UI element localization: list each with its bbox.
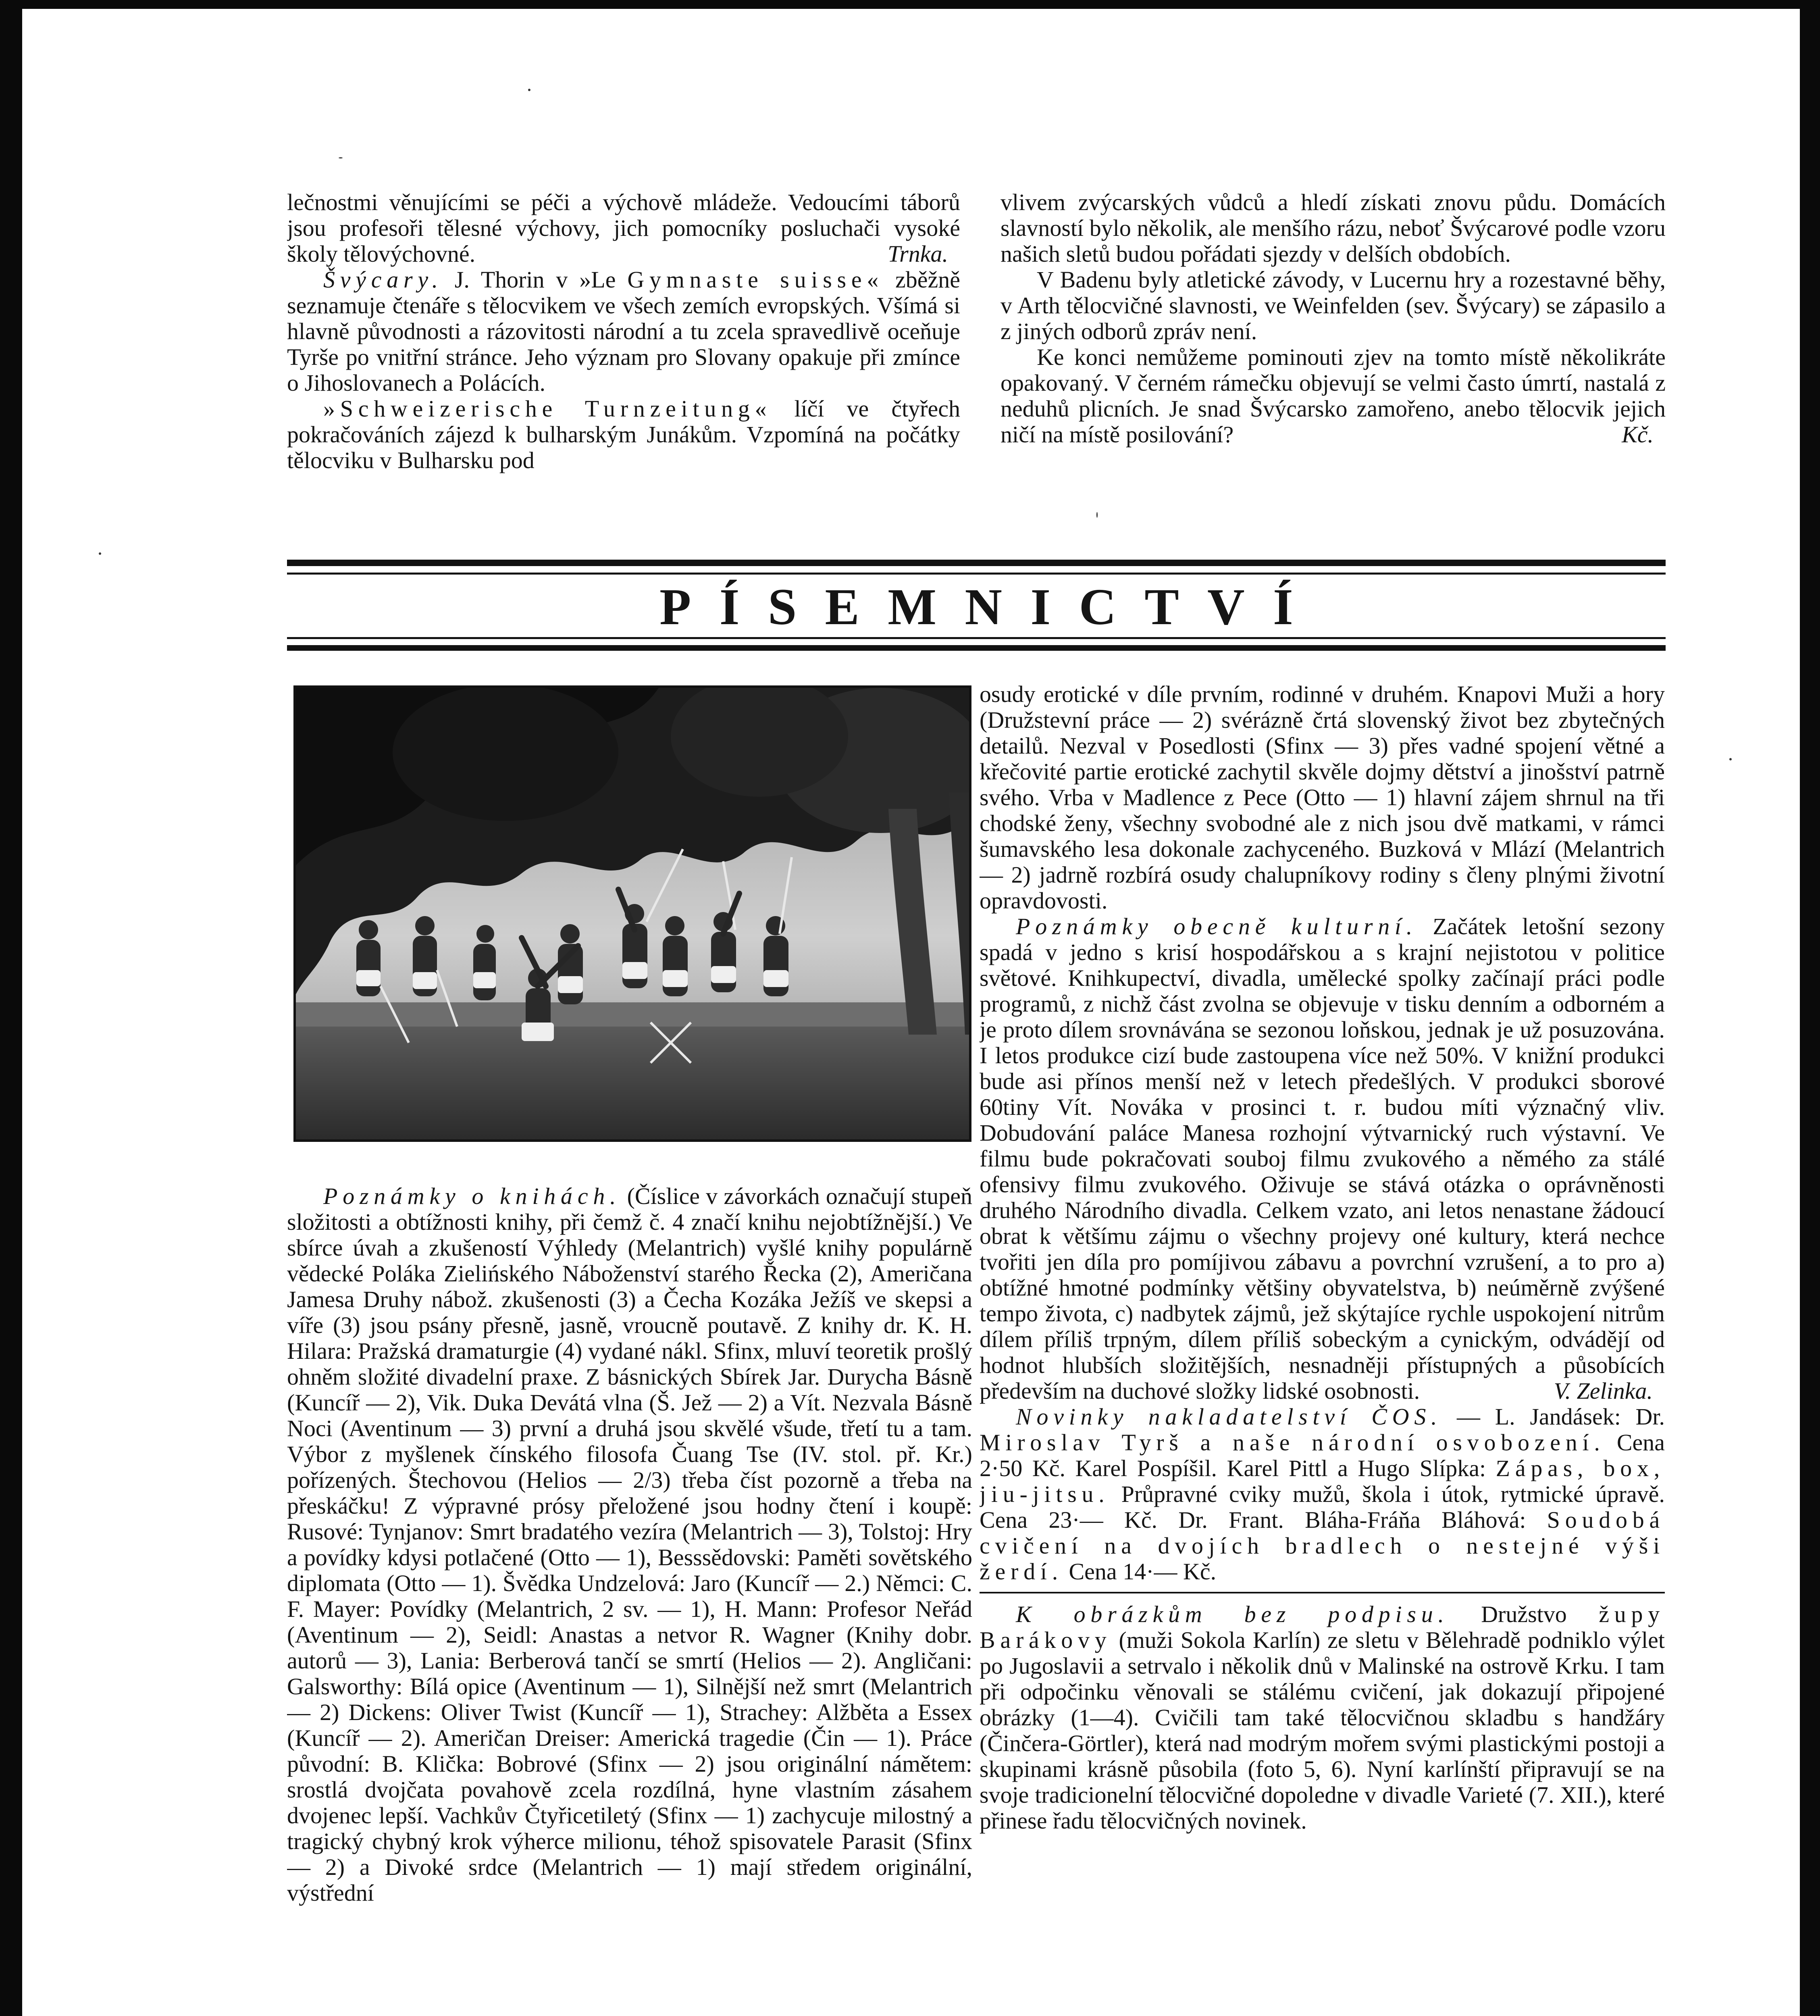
book-title: Soudobá cvičení na dvojích bradlech o nestejné výši žerdí. (980, 1507, 1665, 1585)
paragraph-text: Družstvo (1449, 1601, 1599, 1627)
paragraph-text: J. Thorin v »Le (443, 267, 628, 293)
article-paragraph (287, 1183, 972, 1906)
article-paragraph: V Badenu byly atletické závody, v Lucernu hry a rozestavné běhy, v Arth tělocvičné slavnosti, ve Weinfelden (sev. Švýcary) se zápasilo a z jiných odborů zpráv není. (1000, 267, 1666, 344)
paragraph-lead: Poznámky obecně kulturní. (1016, 913, 1418, 939)
article-paragraph (980, 1602, 1665, 1834)
paragraph-text: Cena 2·50 Kč. Karel Pospíšil. Karel Pittl a Hugo Slípka: (980, 1429, 1665, 1481)
author-signature: Kč. (1622, 421, 1654, 448)
article-paragraph: osudy erotické v díle prvním, rodinné v druhém. Knapovi Muži a hory (Družstevní práce — 2) svérázně črtá slovenský život bez zbytečných detailů. Nezval v Posedlosti (Sfinx — 3) přes vadné spojení větné a křečovité partie erotické zachytil skvěle dojmy dětství a jinošství patrně svého. Vrba v Madlence z Pece (Otto — 1) hlavní zájem shrnul na tři chodské ženy, všechny svobodné ale z nich jsou dvě matkami, v rámci šumavského lesa dokonale zachyceného. Buzková v Mlází (Melantrich — 2) jadrně rozbírá osudy chalupníkovy rodiny s členy plnými životní opravdovosti. (980, 681, 1665, 914)
paragraph-text: — L. Jandásek: Dr. (1442, 1404, 1665, 1430)
article-paragraph (287, 190, 960, 267)
paragraph-text: Ke konci nemůžeme pominouti zjev na tomto místě několikráte opakovaný. V černém rámečku objevují se velmi často úmrtí, nastalá z neduhů plicních. Je snad Švýcarsko zamořeno, anebo tělocvik jejich ničí na místě posilování? (1000, 344, 1666, 448)
photo-gymnasts-sabres (293, 685, 971, 1142)
bottom-left-column (287, 1183, 972, 2016)
section-rule-top-thin (287, 573, 1666, 575)
paragraph-lead: Švýcary. (323, 267, 443, 293)
section-title: PÍSEMNICTVÍ (659, 578, 1322, 635)
article-paragraph (980, 914, 1665, 1404)
paragraph-lead: K obrázkům bez podpisu. (1016, 1601, 1449, 1627)
paragraph-text: (muži Sokola Karlín) ze sletu v Bělehradě podniklo výlet po Jugoslavii a setrvalo i několik dnů v Malinské na ostrově Krku. I tam při odpočinku věnovali se stálému cvičení, jak dokazují připojené obrázky (1—4). Cvičili tam také tělocvičnou skladbu s handžáry (Činčera-Görtler), která nad modrým mořem svými plastickými postoji a skupinami krásně působila (foto 5, 6). Nyní karlínští připravují se na svoje tradicionelní tělocvičné dopoledne v divadle Varieté (7. XII.), které přinese řadu tělocvičných novinek. (980, 1627, 1665, 1834)
scan-border-right (1800, 0, 1820, 2016)
section-rule-bottom-thick (287, 645, 1666, 651)
bottom-right-column (980, 681, 1665, 2016)
paragraph-text: líčí ve čtyřech pokračováních zájezd k bulharským Junákům. Vzpomíná na počátky tělocviku v Bulharsku pod (287, 396, 960, 473)
paragraph-text: zběžně seznamuje čtenáře s tělocvikem ve všech zemích evropských. Všímá si hlavně původnosti a rázovitosti národní a tu zcela spravedlivě oceňuje Tyrše po vnitřní stránce. Jeho význam pro Slovany opakuje při zmínce o Jihoslovanech a Polácích. (287, 267, 960, 396)
paragraph-text: Průpravné cviky mužů, škola i útok, rytmické úpravě. Cena 23·— Kč. Dr. Frant. Bláha-Fráňa Bláhová: (980, 1481, 1665, 1533)
article-paragraph: vlivem zvýcarských vůdců a hledí získati znovu půdu. Domácích slavností bylo několik, ale menšího rázu, neboť Švýcarové podle vzoru našich sletů budou pořádati sjezdy v delších obdobích. (1000, 190, 1666, 267)
paragraph-text: (Číslice v závorkách označují stupeň složitosti a obtížnosti knihy, při čemž č. 4 značí knihu nejobtížnější.) Ve sbírce úvah a zkušeností Výhledy (Melantrich) vyšlé knihy populárně vědecké Poláka Zielińského Náboženství starého Řecka (2), Američana Jamesa Druhy nábož. zkušenosti (3) a Čecha Kozáka Ježíš ve skepsi a víře (3) jsou psány přesně, jasně, vroucně poutavě. Z knihy dr. K. H. Hilara: Pražská dramaturgie (4) vydané nákl. Sfinx, mluví teoretik prošlý ohněm složité divadelní praxe. Z básnických Sbírek Jar. Durycha Básně (Kuncíř — 2), Vik. Duka Devátá vlna (Š. Jež — 2) a Vít. Nezvala Básně Noci (Aventinum — 3) první a druhá jsou skvělé všude, třetí tu a tam. Výbor z myšlenek čínského filosofa Čuang Tse (IV. stol. př. Kr.) pořízených. Štechovou (Helios — 2/3) třeba číst pozorně a třeba na přeskáčku! Z výpravné prósy přeložené jsou hodny čtení i koupě: Rusové: Tynjanov: Smrt bradatého vezíra (Melantrich — 3), Tolstoj: Hry a povídky kdysi potlačené (Otto — 1), Besssědovski: Paměti sovětského diplomata (Otto — 1). Švědka Undzelová: Jaro (Kuncíř — 2.) Němci: C. F. Mayer: Povídky (Melantrich, 2 sv. — 1), H. Mann: Profesor Neřád (Aventinum — 2), Seidl: Anastas a netvor R. Wagner (Knihy dobr. autorů — 3), Lania: Berberová tančí se smrtí (Helios — 2). Angličani: Galsworthy: Bílá opice (Aventinum — 1), Silnější než smrt (Melantrich — 2) Dickens: Oliver Twist (Kuncíř — 1), Strachey: Alžběta a Essex (Kuncíř — 2). Američan Dreiser: Americká tragedie (Čin — 1). Práce původní: B. Klička: Bobrové (Sfinx — 2) jsou originální námětem: srostlá dvojčata povahově zcela rozdílná, hyne vlastním zásahem dvojenec lepší. Vachkův Čtyřicetiletý (Sfinx — 1) zachycuje milostný a tragický chybný krok výherce milionu, téhož spisovatele Parasit (Sfinx — 2) a Divoké srdce (Melantrich — 1) mají středem originální, výstřední (287, 1183, 972, 1906)
book-title: Zápas, box, jiu-jitsu. (980, 1455, 1665, 1507)
top-left-column (287, 190, 960, 540)
photo-illustration (296, 688, 969, 1139)
paragraph-divider (980, 1592, 1665, 1596)
journal-title: Gymnaste suisse« (627, 267, 884, 293)
author-signature: V. Zelinka. (1554, 1378, 1653, 1404)
section-rule-bottom-thin (287, 637, 1666, 639)
scan-border-top (0, 0, 1820, 9)
section-rule-top-thick (287, 560, 1666, 566)
book-title: Miroslav Tyrš a naše národní osvobození. (980, 1429, 1605, 1456)
scan-border-left (0, 0, 22, 2016)
journal-title: »Schweizerische Turnzeitung« (323, 396, 772, 422)
author-signature: Trnka. (888, 241, 948, 267)
article-paragraph (287, 267, 960, 396)
article-paragraph (980, 1404, 1665, 1585)
paragraph-text: Cena 14·— Kč. (1063, 1558, 1217, 1585)
article-paragraph (287, 396, 960, 473)
paragraph-lead: Novinky nakladatelství ČOS. (1016, 1404, 1442, 1430)
paragraph-text: Začátek letošní sezony spadá v jedno s krisí hospodářskou a s krajní nejistotou v politice světové. Knihkupectví, divadla, umělecké spolky začínají práci podle programů, z nichž část zvolna se objevuje v tisku denním a odborném a je proto dílem srovnávána se sezonou loňskou, jednak je už posuzována. I letos produkce cizí bude zastoupena více než 50%. V knižní produkci bude asi přínos menší než v letech předešlých. V produkci sborové 60tiny Vít. Nováka v prosinci t. r. budou míti význačný vliv. Dobudování paláce Manesa rozhojní výtvarnický ruch výstavní. Ve filmu bude pokračovati souboj filmu zvukového a němého za stálé ofensivy filmu zvukového. Oživuje se stává otázka o oprávněnosti druhého Národního divadla. Celkem vzato, ani letos nenastane žádoucí obrat k většímu zájmu o všechny projevy oné kultury, která nechce tvořiti jen díla pro pomíjivou zábavu a povrchní vzrušení, a to pro a) obtížné hmotné podmínky většiny obyvatelstva, b) neúměrně zvýšené tempo života, c) nadbytek zájmů, jež skýtajíce rychle uspokojení nitrům dílem příliš trpným, dílem příliš sobeckým a cynickým, odvádějí od hodnot hlubších složitějších, nesnadněji přístupných a působících především na duchové složky lidské osobnosti. (980, 913, 1665, 1404)
paragraph-lead: Poznámky o knihách. (323, 1183, 621, 1209)
top-right-column (1000, 190, 1666, 540)
organization-name: župy Barákovy (980, 1601, 1665, 1653)
paragraph-text: lečnostmi věnujícími se péči a výchově mládeže. Vedoucími táborů jsou profesoři tělesné výchovy, jich pomocníky posluchači vysoké školy tělovýchovné. (287, 190, 960, 267)
article-paragraph (1000, 344, 1666, 448)
